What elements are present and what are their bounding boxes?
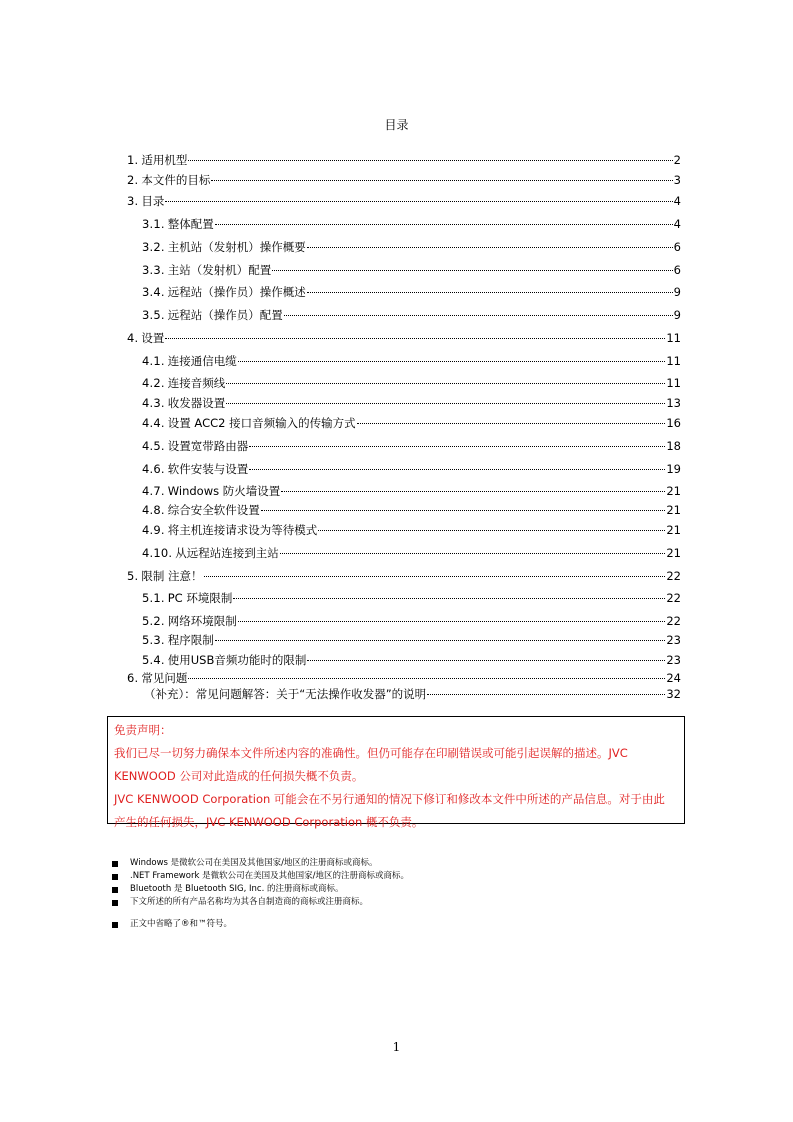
disclaimer-line: 产生的任何损失，JVC KENWOOD Corporation 概不负责。: [114, 815, 424, 829]
toc-number: 4.3.: [142, 396, 165, 410]
toc-page: 21: [666, 523, 681, 537]
disclaimer-line: 我们已尽一切努力确保本文件所述内容的准确性。但仍可能存在印刷错误或可能引起误解的描述。JVC: [114, 746, 628, 760]
toc-label: 网络环境限制: [167, 614, 237, 628]
page-number: 1: [392, 1040, 401, 1054]
toc-leader: [427, 694, 665, 695]
toc-leader: [165, 201, 672, 202]
toc-page: 21: [666, 546, 681, 560]
toc-label: 程序限制: [167, 633, 214, 647]
toc-entry[interactable]: [142, 438, 681, 454]
toc-page: 22: [666, 591, 681, 605]
toc-page: 23: [666, 633, 681, 647]
toc-number: 2.: [127, 173, 139, 187]
toc-leader: [238, 361, 666, 362]
toc-entry[interactable]: [127, 172, 681, 188]
toc-leader: [307, 292, 673, 293]
toc-leader: [215, 640, 666, 641]
symbol-note-text: 正文中省略了®和™符号。: [130, 919, 233, 929]
toc-page: 4: [673, 194, 681, 208]
toc-page: 32: [666, 687, 681, 701]
toc-label: （补充）：常见问题解答：关于“无法操作收发器”的说明: [144, 687, 427, 701]
toc-leader: [249, 446, 665, 447]
toc-number: 5.2.: [142, 614, 165, 628]
toc-label: 设置: [141, 331, 165, 345]
toc-number: 3.: [127, 194, 139, 208]
toc-leader: [233, 598, 665, 599]
toc-page: 6: [673, 240, 681, 254]
toc-number: 4.7.: [142, 484, 165, 498]
toc-number: 3.3.: [142, 263, 165, 277]
toc-page: 11: [666, 376, 681, 390]
toc-label: 综合安全软件设置: [167, 503, 260, 517]
toc-number: 4.6.: [142, 462, 165, 476]
square-bullet-icon: [112, 922, 118, 928]
toc-label: 设置宽带路由器: [167, 439, 249, 453]
trademark-note: [112, 896, 712, 909]
toc-entry[interactable]: [142, 375, 681, 391]
toc-leader: [307, 660, 665, 661]
toc-page: 23: [666, 653, 681, 667]
toc-entry[interactable]: [142, 545, 681, 561]
toc-leader: [226, 403, 665, 404]
toc-entry[interactable]: [127, 193, 681, 209]
toc-page: 4: [673, 217, 681, 231]
toc-page: 19: [666, 462, 681, 476]
toc-number: 5.3.: [142, 633, 165, 647]
toc-entry[interactable]: [142, 461, 681, 477]
toc-entry[interactable]: [144, 686, 681, 702]
toc-label: 远程站（操作员）操作概述: [167, 285, 306, 299]
toc-number: 4.9.: [142, 523, 165, 537]
toc-leader: [284, 315, 673, 316]
page-title: 目录: [384, 118, 409, 132]
toc-entry[interactable]: [142, 652, 681, 668]
toc-entry[interactable]: [142, 262, 681, 278]
toc-entry[interactable]: [142, 522, 681, 538]
toc-entry[interactable]: [142, 216, 681, 232]
toc-leader: [165, 338, 665, 339]
toc-entry[interactable]: [142, 590, 681, 606]
toc-number: 4.1.: [142, 354, 165, 368]
toc-entry[interactable]: [142, 284, 681, 300]
toc-leader: [215, 224, 673, 225]
trademark-note: [112, 857, 712, 870]
toc-leader: [249, 469, 665, 470]
toc-leader: [272, 270, 672, 271]
toc-entry[interactable]: [127, 152, 681, 168]
toc-label: PC 环境限制: [167, 591, 233, 605]
disclaimer-line: JVC KENWOOD Corporation 可能会在不另行通知的情况下修订和修改本文件中所述的产品信息。对于由此: [114, 792, 665, 806]
disclaimer-line: KENWOOD 公司对此造成的任何损失概不负责。: [114, 769, 364, 783]
toc-leader: [238, 621, 666, 622]
toc-page: 3: [673, 173, 681, 187]
toc-entry[interactable]: [142, 502, 681, 518]
toc-label: 常见问题: [141, 671, 188, 685]
toc-number: 5.1.: [142, 591, 165, 605]
toc-label: 本文件的目标: [141, 173, 211, 187]
toc-leader: [226, 383, 665, 384]
toc-leader: [318, 530, 665, 531]
symbol-note: [112, 918, 712, 931]
toc-leader: [281, 491, 665, 492]
toc-entry[interactable]: [127, 330, 681, 346]
trademark-text: Bluetooth 是 Bluetooth SIG, Inc. 的注册商标或商标。: [130, 884, 344, 894]
toc-leader: [357, 423, 666, 424]
toc-label: 软件安装与设置: [167, 462, 249, 476]
square-bullet-icon: [112, 887, 118, 893]
toc-label: 适用机型: [141, 153, 188, 167]
toc-page: 13: [666, 396, 681, 410]
toc-label: 将主机连接请求设为等待模式: [167, 523, 318, 537]
toc-leader: [188, 678, 665, 679]
disclaimer-heading: 免责声明：: [114, 723, 172, 737]
square-bullet-icon: [112, 861, 118, 867]
disclaimer-box: [107, 716, 685, 829]
toc-number: 4.8.: [142, 503, 165, 517]
toc-label: 使用USB音频功能时的限制: [167, 653, 307, 667]
toc-number: 5.: [127, 569, 139, 583]
toc-label: 限制 注意！: [141, 569, 203, 583]
toc-page: 6: [673, 263, 681, 277]
toc-entry[interactable]: [127, 568, 681, 584]
trademark-text: 下文所述的所有产品名称均为其各自制造商的商标或注册商标。: [130, 897, 369, 907]
toc-page: 24: [666, 671, 681, 685]
toc-number: 4.: [127, 331, 139, 345]
toc-label: 连接音频线: [167, 376, 226, 390]
square-bullet-icon: [112, 900, 118, 906]
toc-page: 22: [666, 614, 681, 628]
toc-label: 远程站（操作员）配置: [167, 308, 283, 322]
trademark-notes: [112, 857, 712, 931]
toc-number: 4.2.: [142, 376, 165, 390]
toc-number: 3.5.: [142, 308, 165, 322]
toc-label: 整体配置: [167, 217, 214, 231]
toc-label: 设置 ACC2 接口音频输入的传输方式: [167, 416, 356, 430]
trademark-text: .NET Framework 是微软公司在美国及其他国家/地区的注册商标或商标。: [130, 871, 409, 881]
square-bullet-icon: [112, 874, 118, 880]
toc-number: 3.2.: [142, 240, 165, 254]
toc-number: 6.: [127, 671, 139, 685]
toc-leader: [280, 553, 666, 554]
toc-number: 3.4.: [142, 285, 165, 299]
toc-page: 9: [673, 308, 681, 322]
toc-entry[interactable]: [142, 395, 681, 411]
toc-label: 目录: [141, 194, 165, 208]
toc-page: 22: [666, 569, 681, 583]
toc-number: 5.4.: [142, 653, 165, 667]
trademark-text: Windows 是微软公司在美国及其他国家/地区的注册商标或商标。: [130, 858, 378, 868]
toc-page: 18: [666, 439, 681, 453]
toc-number: 4.5.: [142, 439, 165, 453]
toc-leader: [307, 247, 673, 248]
toc-entry[interactable]: [142, 239, 681, 255]
toc-label: 主机站（发射机）操作概要: [167, 240, 306, 254]
toc-entry[interactable]: [142, 415, 681, 431]
toc-number: 4.4.: [142, 416, 165, 430]
toc-leader: [261, 510, 666, 511]
toc-label: 连接通信电缆: [167, 354, 237, 368]
toc-label: 从远程站连接到主站: [175, 546, 279, 560]
toc-page: 9: [673, 285, 681, 299]
trademark-note: [112, 870, 712, 883]
toc-entry[interactable]: [142, 353, 681, 369]
toc-page: 11: [666, 331, 681, 345]
toc-leader: [204, 576, 666, 577]
toc-number: 3.1.: [142, 217, 165, 231]
toc-entry[interactable]: [127, 670, 681, 686]
toc-number: 1.: [127, 153, 139, 167]
toc-page: 16: [666, 416, 681, 430]
toc-page: 2: [673, 153, 681, 167]
toc-leader: [211, 180, 672, 181]
toc-entry[interactable]: [142, 307, 681, 323]
toc-entry[interactable]: [142, 613, 681, 629]
toc-entry[interactable]: [142, 483, 681, 499]
toc-label: 收发器设置: [167, 396, 226, 410]
toc-leader: [188, 160, 672, 161]
toc-label: Windows 防火墙设置: [167, 484, 281, 498]
toc-page: 21: [666, 484, 681, 498]
toc-number: 4.10.: [142, 546, 173, 560]
toc-label: 主站（发射机）配置: [167, 263, 272, 277]
trademark-note: [112, 883, 712, 896]
toc-entry[interactable]: [142, 632, 681, 648]
toc-page: 21: [666, 503, 681, 517]
toc-page: 11: [666, 354, 681, 368]
